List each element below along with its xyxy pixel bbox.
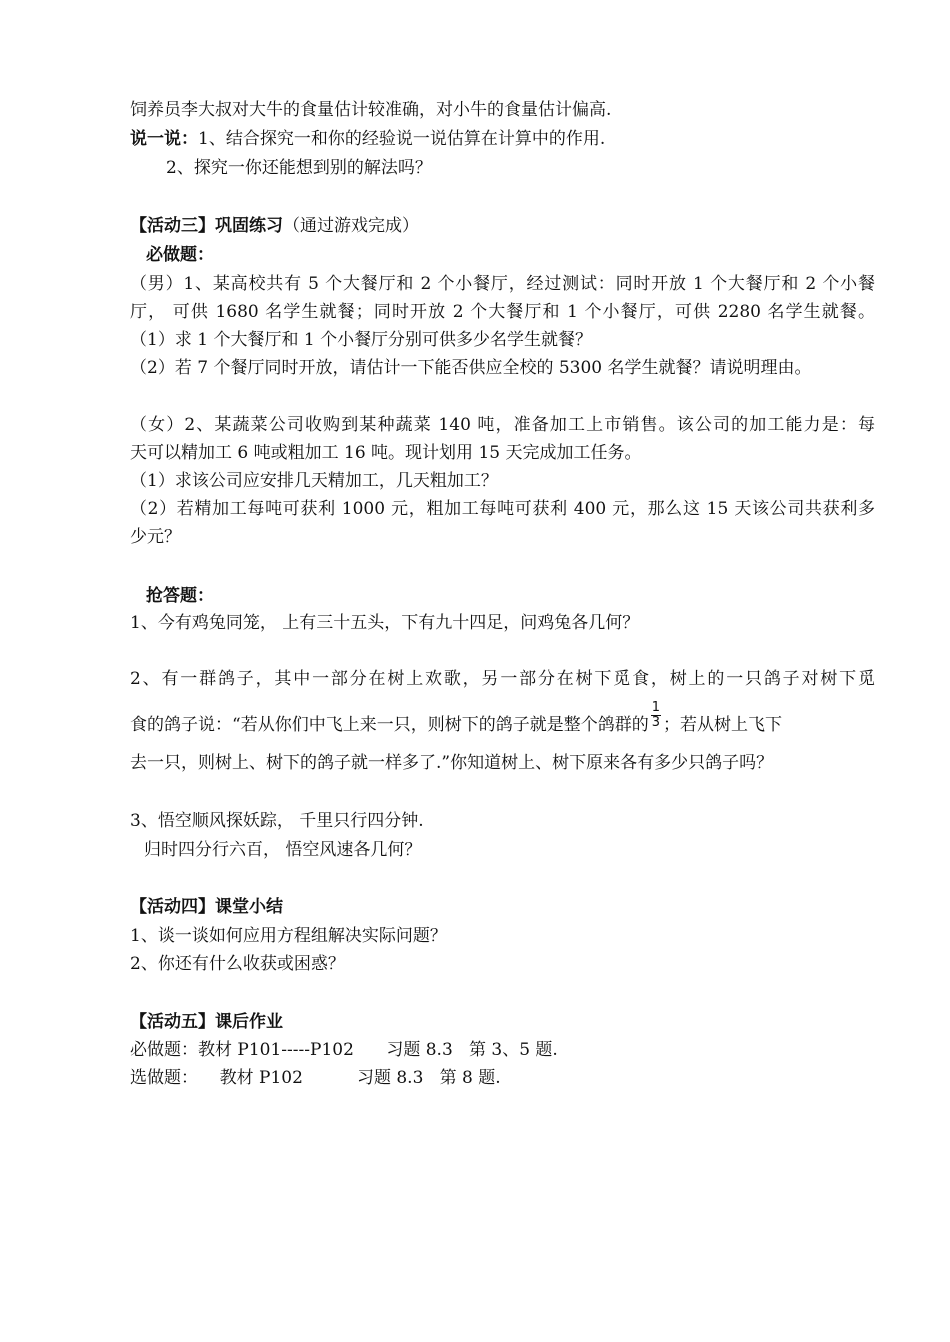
- problem1-line2: 厅， 可供 1680 名学生就餐；同时开放 2 个大餐厅和 1 个小餐厅，可供 2280 名学生就餐。: [130, 302, 875, 322]
- rush-label: 抢答题：: [146, 586, 214, 606]
- required-label: 必做题：: [146, 245, 214, 265]
- problem2-q2-line1: （2）若精加工每吨可获利 1000 元，粗加工每吨可获利 400 元，那么这 15 天该公司共获利多: [130, 499, 875, 519]
- say-section: [130, 127, 875, 151]
- activity3-note: （通过游戏完成）: [283, 216, 419, 236]
- activity4-q1: 1、谈一谈如何应用方程组解决实际问题？: [130, 926, 447, 946]
- rush-question-1: 1、今有鸡兔同笼， 上有三十五头，下有九十四足，问鸡兔各几何？: [130, 613, 640, 633]
- say-question-2: 2、探究一你还能想到别的解法吗？: [166, 158, 432, 178]
- rush-q2-text-a: 食的鸽子说：“若从你们中飞上来一只，则树下的鸽子就是整个鸽群的: [130, 715, 649, 735]
- rush-q2-text-b: ；若从树上飞下: [662, 715, 782, 735]
- say-label: 说一说：: [130, 129, 198, 149]
- problem2-line1: （女）2、某蔬菜公司收购到某种蔬菜 140 吨，准备加工上市销售。该公司的加工能力是：每: [130, 415, 875, 435]
- homework-optional: 选做题： 教材 P102 习题 8.3 第 8 题.: [130, 1068, 501, 1088]
- problem2-q1: （1）求该公司应安排几天精加工，几天粗加工？: [130, 471, 498, 491]
- rush-question-2-line1: 2、有一群鸽子，其中一部分在树上欢歌，另一部分在树下觅食，树上的一只鸽子对树下觅: [130, 669, 875, 689]
- rush-question-2-line2: [130, 700, 875, 745]
- activity3-title: 【活动三】巩固练习: [130, 216, 283, 236]
- problem2-line2: 天可以精加工 6 吨或粗加工 16 吨。现计划用 15 天完成加工任务。: [130, 443, 642, 463]
- rush-question-3-line1: 3、悟空顺风探妖踪， 千里只行四分钟.: [130, 811, 424, 831]
- intro-line: 饲养员李大叔对大牛的食量估计较准确，对小牛的食量估计偏高.: [130, 100, 612, 120]
- activity4-q2: 2、你还有什么收获或困惑？: [130, 954, 345, 974]
- problem1-q2: （2）若 7 个餐厅同时开放，请估计一下能否供应全校的 5300 名学生就餐？请说明理由。: [130, 358, 812, 378]
- activity3-heading: [130, 214, 875, 238]
- activity4-heading: 【活动四】课堂小结: [130, 897, 283, 917]
- problem1-line1: （男）1、某高校共有 5 个大餐厅和 2 个小餐厅，经过测试：同时开放 1 个大餐厅和 2 个小餐: [130, 274, 875, 294]
- fraction-numerator: 1: [651, 700, 660, 715]
- homework-required: 必做题：教材 P101-----P102 习题 8.3 第 3、5 题.: [130, 1040, 558, 1060]
- problem1-q1: （1）求 1 个大餐厅和 1 个小餐厅分别可供多少名学生就餐？: [130, 330, 593, 350]
- rush-question-3-line2: 归时四分行六百， 悟空风速各几何？: [144, 840, 422, 860]
- activity5-heading: 【活动五】课后作业: [130, 1012, 283, 1032]
- rush-question-2-line3: 去一只，则树上、树下的鸽子就一样多了.”你知道树上、树下原来各有多少只鸽子吗？: [130, 753, 774, 773]
- one-third-fraction: [651, 701, 661, 730]
- fraction-denominator: 3: [651, 715, 660, 730]
- problem2-q2-line2: 少元？: [130, 527, 181, 547]
- say-question-1: 1、结合探究一和你的经验说一说估算在计算中的作用.: [198, 129, 606, 149]
